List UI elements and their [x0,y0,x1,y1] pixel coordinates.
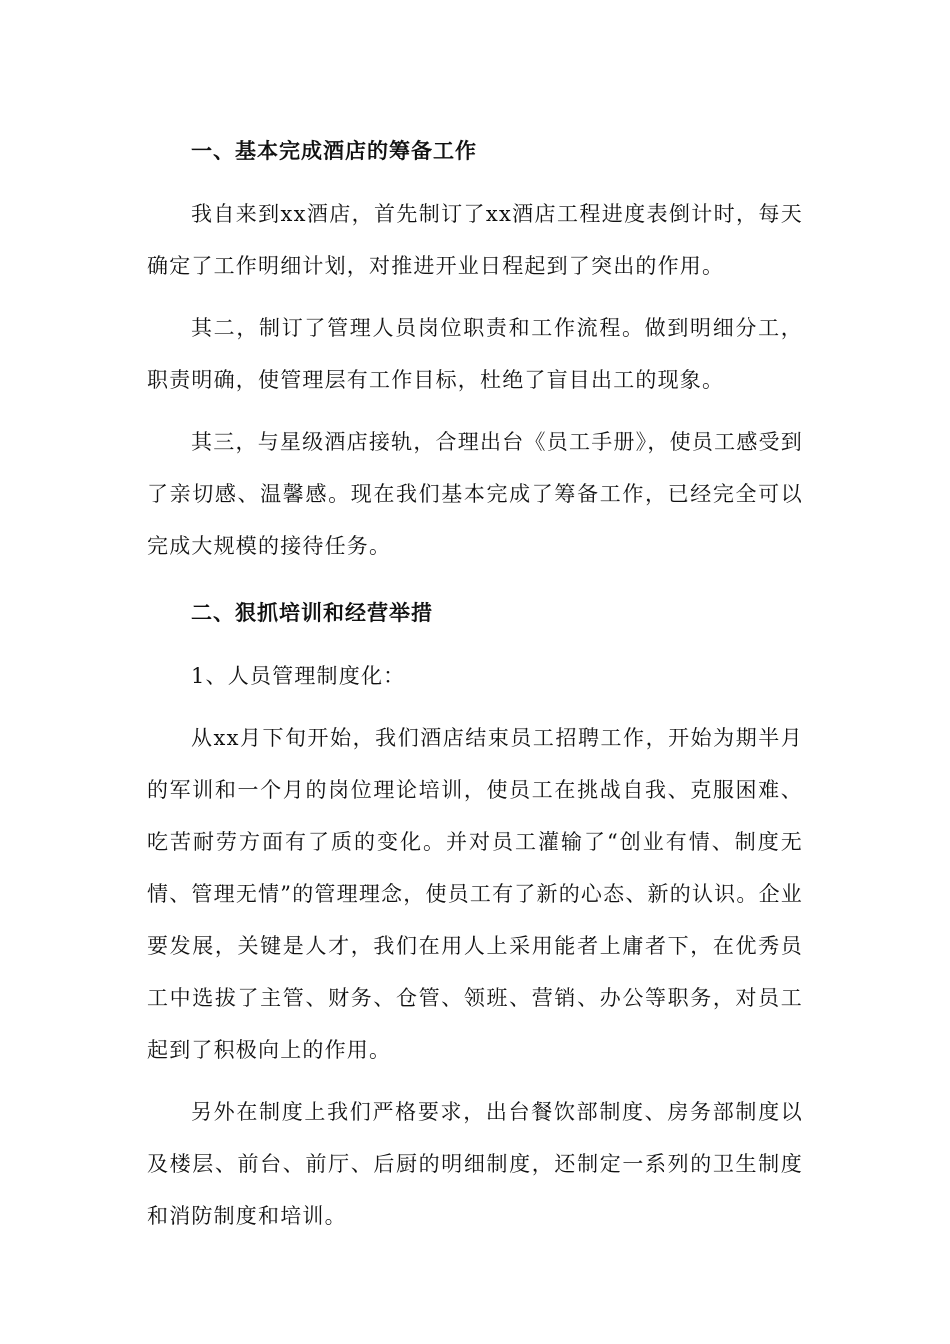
document-body [147,128,803,1252]
paragraph: 我自来到xx酒店，首先制订了xx酒店工程进度表倒计时，每天确定了工作明细计划，对推进开业日程起到了突出的作用。 [147,202,803,278]
section-heading: 二、狠抓培训和经营举措 [191,600,433,625]
section-spacer [147,582,803,590]
paragraph: 另外在制度上我们严格要求，出台餐饮部制度、房务部制度以及楼层、前台、前厅、后厨的明细制度，还制定一系列的卫生制度和消防制度和培训。 [147,1100,803,1228]
paragraph: 其二，制订了管理人员岗位职责和工作流程。做到明细分工，职责明确，使管理层有工作目标，杜绝了盲目出工的现象。 [147,316,803,392]
section-heading: 一、基本完成酒店的筹备工作 [191,138,477,163]
paragraph: 其三，与星级酒店接轨，合理出台《员工手册》，使员工感受到了亲切感、温馨感。现在我们基本完成了筹备工作，已经完全可以完成大规模的接待任务。 [147,430,803,558]
paragraph: 从xx月下旬开始，我们酒店结束员工招聘工作，开始为期半月的军训和一个月的岗位理论培训，使员工在挑战自我、克服困难、吃苦耐劳方面有了质的变化。并对员工灌输了“创业有情、制度无情、管理无情”的管理理念，使员工有了新的心态、新的认识。企业要发展，关键是人才，我们在用人上采用能者上庸者下，在优秀员工中选拔了主管、财务、仓管、领班、营销、办公等职务，对员工起到了积极向上的作用。 [147,726,803,1062]
section-1 [147,128,803,572]
paragraph: 1、人员管理制度化： [191,664,406,688]
section-2 [147,590,803,1242]
